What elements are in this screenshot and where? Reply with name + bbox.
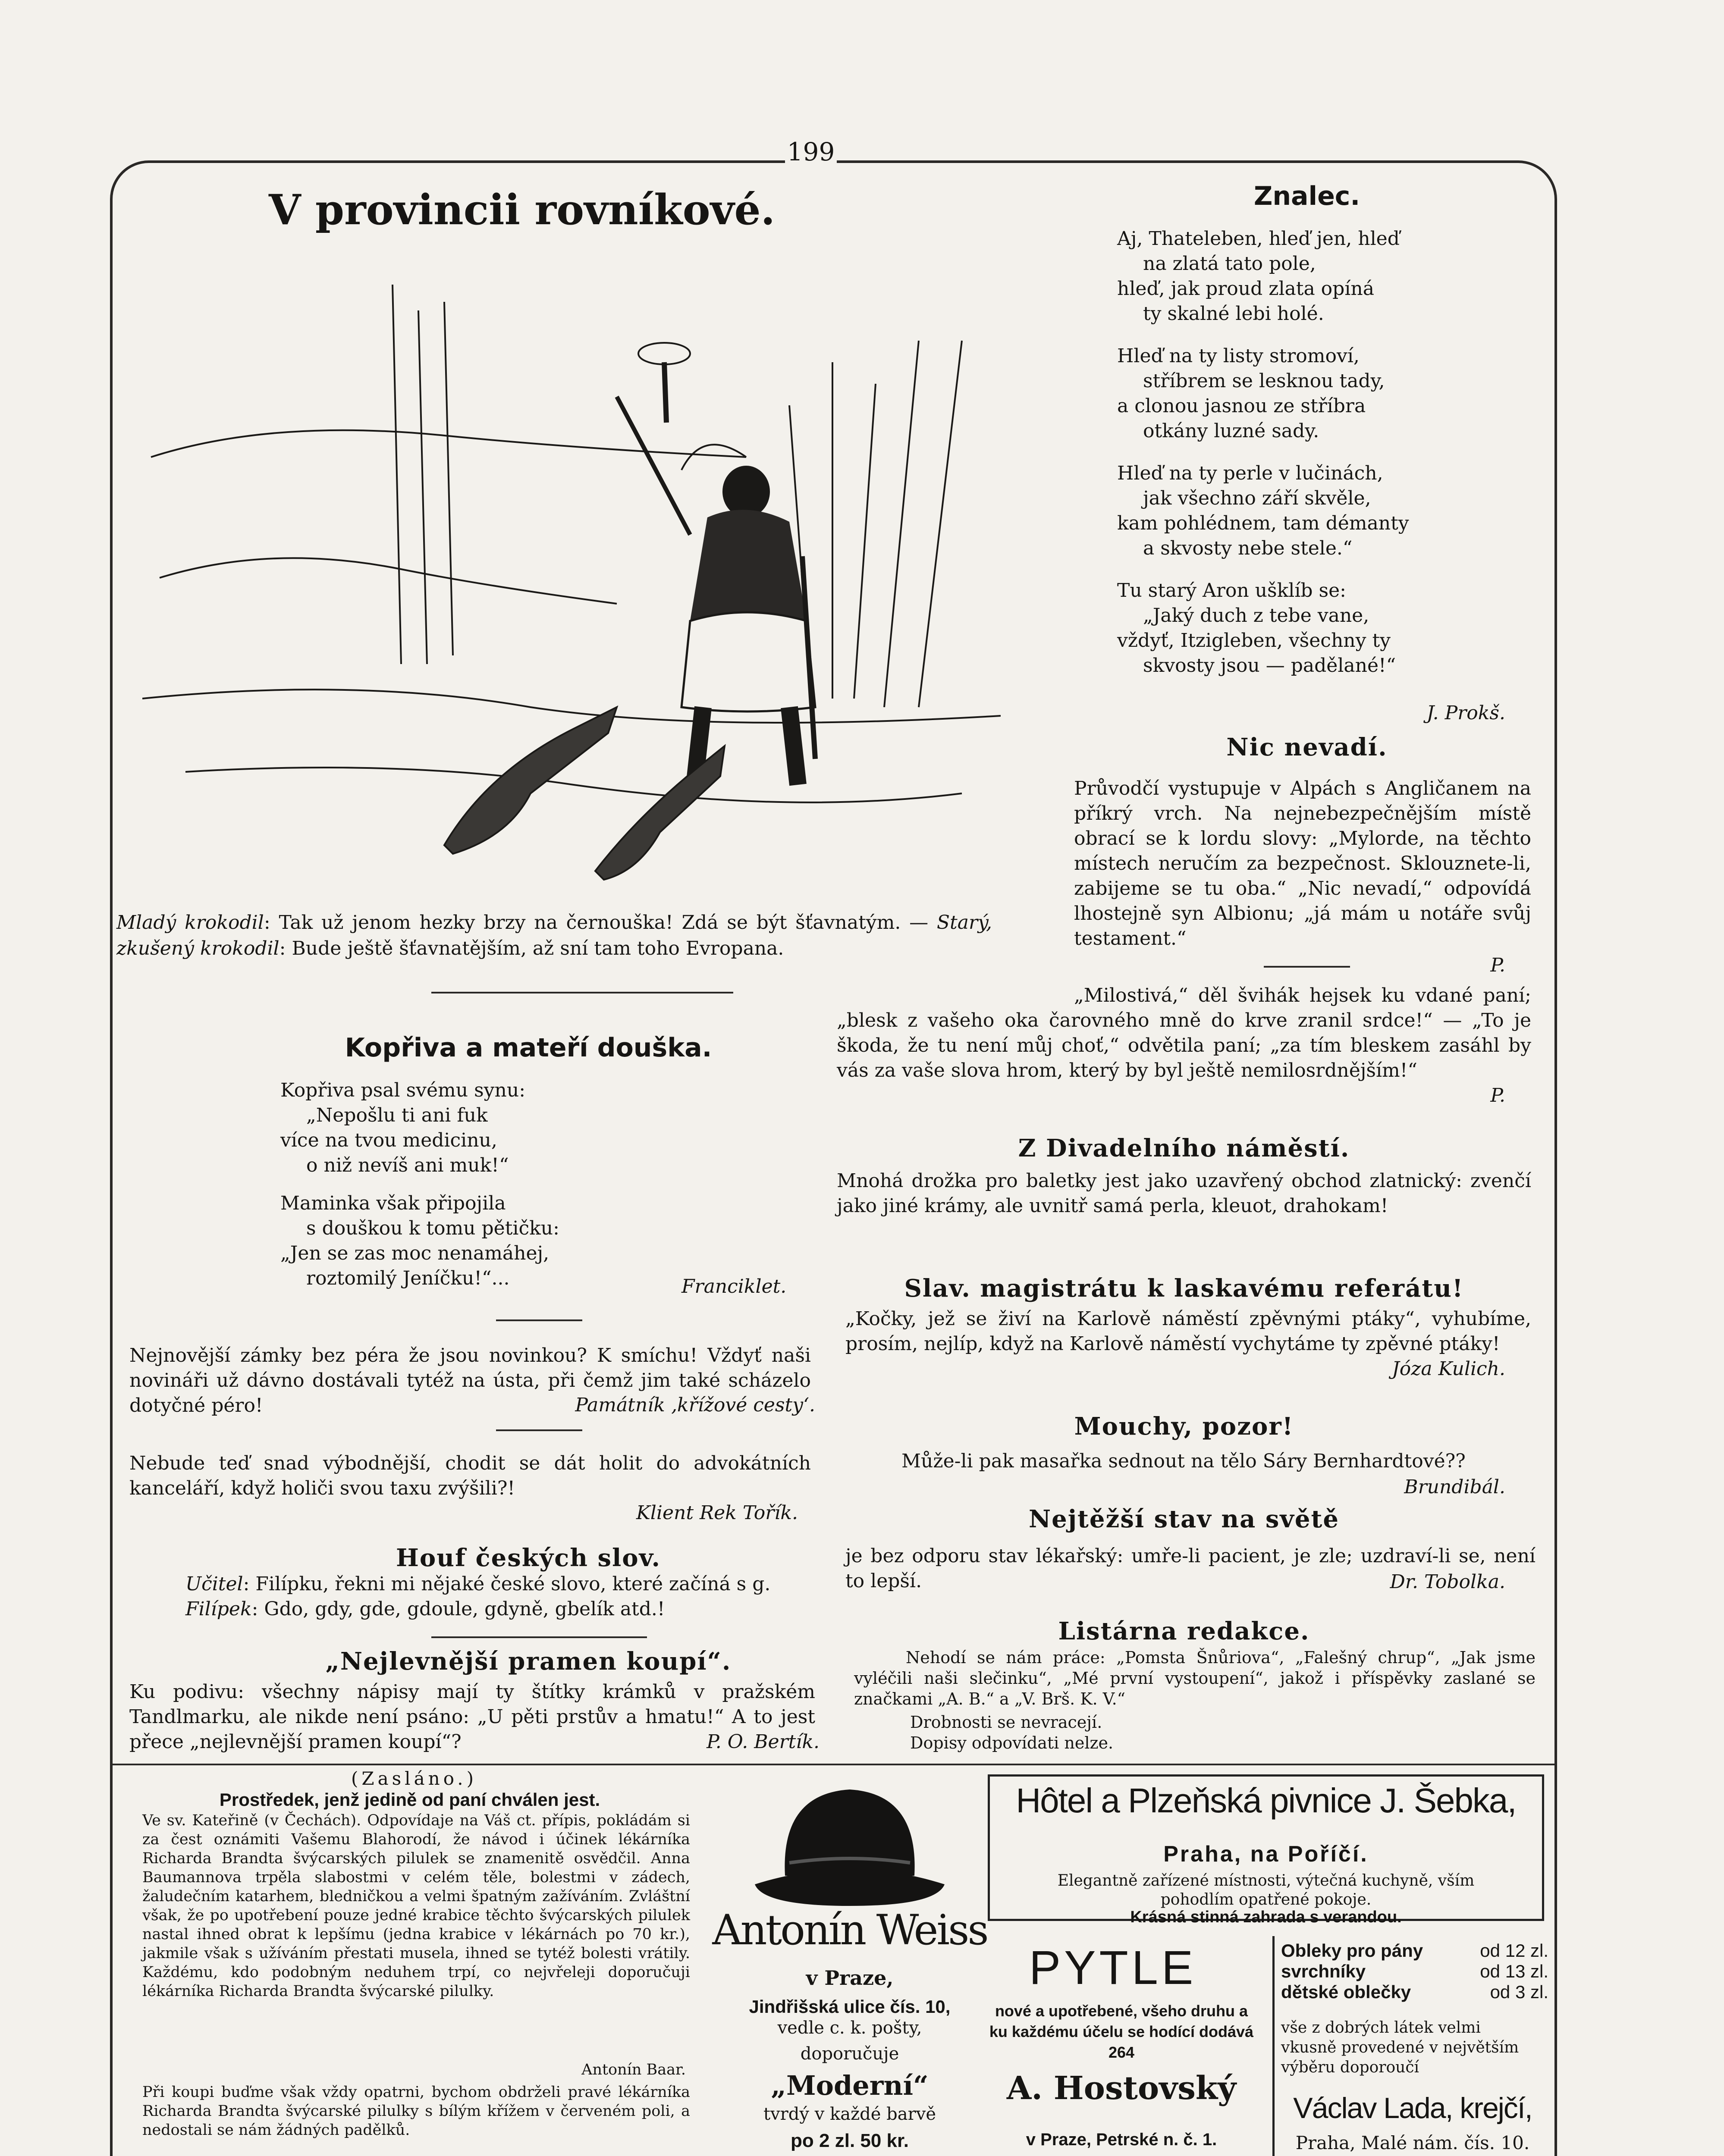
lada-row3-price: od 3 zl. [1490,1982,1548,2002]
lada-row1-price: od 12 zl. [1480,1940,1548,1961]
slav-text: „Kočky, jež se živí na Karlově náměstí zpěvnými ptáky“, vyhubíme, prosím, nejlíp, když na Karlově náměstí vychytáme ty zpěvné ptáky! [845,1308,1531,1355]
section-divider [431,992,733,993]
teacher-label: Učitel [185,1573,243,1595]
poem-line: Kopřiva psal svému synu: [280,1079,526,1101]
pytle-title: PYTLE [1029,1941,1197,1994]
zamky-signature: Památník ‚křížové cesty‘. [575,1394,815,1416]
brandt-signature: Antonín Baar. [581,2061,686,2078]
brandt-text: Ve sv. Kateřině (v Čechách). Odpovídaje na Váš ct. přípis, pokládám si za čest oznámiti Vašemu Blahorodí, že návod i účinek lékárníka Richarda Brandta švýcarských pilulek se znamenitě osvědčil. Anna Baumannova trpěla slabostmi v celém těle, bolestmi v zádech, žaludečním katarhem, bledničkou a velmi špatným zažíváním. Zvláštní však, že po upotřebení pouze jedné krabice těchto švýcarských pilulek nastal ihned obrat k lepšímu (jedna krabice v lékárnách po 70 kr.), jakmile však s užíváním přestati musela, ihned se tytéž bolesti vrátily. Každému, kdo podobným neduhem trpí, co nejvřeleji doporučuji lékárníka Richarda Brandta švýcarské pilulky. [142,1812,690,2000]
pramen-text: Ku podivu: všechny nápisy mají ty štítky krámků v pražském Tandlmarku, ale nikde není psáno: „U pěti prstův a hmatu!“ A to jest přece „nejlevnější pramen koupí“? [129,1681,815,1753]
poem-line: Tu starý Aron ušklíb se: [1117,580,1346,602]
lada-address: Praha, Malé nám. čís. 10. [1295,2132,1530,2153]
divadlo-title: Z Divadelního náměstí. [1018,1134,1350,1163]
nejtezsi-title: Nejtěžší stav na světě [1028,1505,1340,1533]
lada-row3 [1281,1982,1548,2002]
poem-line: „Nepošlu ti ani fuk [306,1104,488,1126]
teacher-line: : Filípku, řekni mi nějaké české slovo, které začíná s g. [243,1573,771,1595]
milostiva-text: „Milostivá,“ děl švihák hejsek ku vdané paní; „blesk z vašeho oka čarovného mně do krve zranil srdce!“ — „To je škoda, že tu není můj choť,“ odvětila paní; „za tím bleskem zasáhl by vás za vaše slova hrom, který by byl ještě nemilosrdnějším!“ [837,984,1531,1081]
lada-row1 [1281,1940,1548,1961]
poem-line: „Jaký duch z tebe vane, [1143,605,1369,627]
houf-title: Houf českých slov. [396,1544,661,1572]
weiss-price: po 2 zl. 50 kr. [791,2130,909,2151]
weiss-model: „Moderní“ [771,2070,929,2101]
illustration-caption [116,910,992,962]
pramen-signature: P. O. Bertík. [707,1731,820,1753]
kopriva-signature: Franciklet. [681,1275,787,1297]
nic-nevadi-signature: P. [1490,954,1505,976]
nejtezsi-signature: Dr. Tobolka. [1390,1571,1505,1593]
brandt-warning: Při koupi buďme však vždy opatrni, bychom obdrželi pravé lékárníka Richarda Brandta švýcarské pilulky s bílým křížem v červeném poli, a nedostali se nám žádných padělků. [142,2084,690,2139]
caption-line-2: : Bude ještě šťavnatějším, až sní tam toho Evropana. [279,937,784,959]
mouchy-signature: Brundibál. [1404,1476,1505,1498]
znalec-signature: J. Prokš. [1426,702,1505,724]
caption-line-1: : Tak už jenom hezky brzy na černouška! Zdá se být šťavnatým. — [264,912,937,934]
poem-line: Maminka však připojila [280,1192,506,1214]
pytle-address: v Praze, Petrské n. č. 1. [1026,2130,1217,2149]
poem-line: stříbrem se lesknou tady, [1143,370,1385,392]
hotel-garden: Krásná stinná zahrada s verandou. [1130,1908,1402,1926]
lada-description: vše z dobrých látek velmi vkusně provedené v největším výběru doporoučí [1281,2019,1519,2076]
weiss-city: v Praze, [806,1966,894,1990]
section-divider [496,1429,582,1431]
poem-line: Hleď na ty perle v lučinách, [1117,462,1383,484]
illustration-title: V provincii rovníkové. [269,185,775,234]
poem-line: kam pohlédnem, tam démanty [1117,512,1409,534]
milostiva-signature: P. [1490,1084,1505,1106]
brandt-title: Prostředek, jenž jedině od paní chválen jest. [219,1789,600,1810]
lada-name: Václav Lada, krejčí, [1293,2092,1532,2125]
pupil-label: Filípek [185,1598,252,1620]
poem-line: více na tvou medicinu, [280,1129,497,1151]
bowler-hat-icon [746,1777,953,1915]
nic-nevadi-text: Průvodčí vystupuje v Alpách s Angličanem na příkrý vrch. Na nejnebezpečnějším místě obrací se k lordu slovy: „Mylorde, na těchto místech neručím za bezpečnost. Sklouznete-li, zabijeme se tu oba.“ „Nic nevadí,“ odpovídá lhostejně syn Albionu; „já mám u notáře svůj testament.“ [1074,777,1531,950]
kopriva-poem [280,1078,755,1291]
poem-line: ty skalné lebi holé. [1143,303,1324,325]
pytle-name: A. Hostovský [1006,2070,1237,2107]
slav-signature: Józa Kulich. [1392,1358,1505,1380]
listarna-note-1: Drobnosti se nevracejí. [910,1713,1102,1732]
nejtezsi-text: je bez odporu stav lékařský: umře-li pacient, je zle; uzdraví-li se, není to lepší. [845,1545,1536,1592]
lada-row2-price: od 13 zl. [1480,1961,1548,1981]
weiss-street: Jindřišská ulice čís. 10, [749,1996,951,2017]
holici-text: Nebude teď snad výbodnější, chodit se dát holit do advokátních kanceláří, když holiči svou taxu zvýšili?! [129,1452,811,1499]
kopriva-title: Kopřiva a mateří douška. [345,1033,712,1063]
lada-row3-label: dětské oblečky [1281,1982,1411,2002]
hotel-location: Praha, na Poříčí. [1163,1842,1369,1867]
listarna-text: Nehodí se nám práce: „Pomsta Šnůriova“, „Falešný chrup“, „Jak jsme vyléčili naši slečinku“, „Mé první vystoupení“, jakož i příspěvky zaslané se značkami „A. B.“ a „V. Brš. K. V.“ [854,1648,1536,1708]
znalec-poem [1117,226,1548,678]
section-divider [1264,966,1350,968]
zaslano-label: (Zasláno.) [351,1768,477,1789]
weiss-near: vedle c. k. pošty, [777,2018,922,2038]
section-divider [496,1319,582,1321]
divadlo-text: Mnohá drožka pro baletky jest jako uzavřený obchod zlatnický: zvenčí jako jiné krámy, ale uvnitř samá perla, kleuot, drahokam! [837,1170,1531,1217]
poem-line: otkány luzné sady. [1143,420,1319,442]
mouchy-title: Mouchy, pozor! [1074,1412,1294,1441]
poem-line: o niž nevíš ani muk!“ [306,1154,509,1176]
poem-line: Aj, Thateleben, hleď jen, hleď [1117,228,1400,250]
ads-top-rule [110,1764,1557,1765]
pytle-description: nové a upotřebené, všeho druhu a ku každému účelu se hodící dodává 264 [989,2002,1254,2061]
lada-row2 [1281,1961,1548,1982]
pupil-line: : Gdo, gdy, gde, gdoule, gdyně, gbelík atd.! [251,1598,665,1620]
poem-line: Hleď na ty listy stromoví, [1117,345,1360,367]
mouchy-text: Může-li pak masařka sednout na tělo Sáry Bernhardtové?? [901,1450,1466,1472]
poem-line: vždyť, Itzigleben, všechny ty [1117,630,1391,652]
hotel-description: Elegantně zařízené místnosti, výtečná kuchyně, vším pohodlím opatřené pokoje. [1057,1872,1475,1908]
page-number: 199 [785,137,837,166]
listarna-note-2: Dopisy odpovídati nelze. [910,1733,1114,1752]
poem-line: hleď, jak proud zlata opíná [1117,278,1374,300]
caption-speaker-1: Mladý krokodil [116,912,264,934]
weiss-colors: tvrdý v každé barvě [763,2104,936,2124]
weiss-recommends: doporučuje [800,2044,899,2064]
holici-signature: Klient Rek Tořík. [636,1502,798,1524]
slav-title: Slav. magistrátu k laskavému referátu! [904,1274,1464,1303]
hotel-title: Hôtel a Plzeňská pivnice J. Šebka, [1016,1781,1516,1820]
pramen-title: „Nejlevnější pramen koupí“. [325,1647,732,1676]
poem-line: roztomilý Jeníčku!“... [306,1267,510,1289]
poem-line: a clonou jasnou ze stříbra [1117,395,1366,417]
crocodile-illustration [142,276,1001,910]
poem-line: „Jen se zas moc nenamáhej, [280,1242,550,1264]
weiss-name: Antonín Weiss [712,1906,987,1954]
poem-line: jak všechno září skvěle, [1143,487,1371,509]
nic-nevadi-title: Nic nevadí. [1226,733,1388,761]
section-divider [431,1636,647,1638]
poem-line: na zlatá tato pole, [1143,253,1316,275]
poem-line: skvosty jsou — padělané!“ [1143,655,1396,677]
listarna-title: Listárna redakce. [1058,1617,1310,1645]
lada-row2-label: svrchníky [1281,1961,1366,1981]
poem-line: a skvosty nebe stele.“ [1143,537,1353,559]
znalec-title: Znalec. [1253,181,1360,211]
houf-dialogue [185,1572,919,1622]
lada-row1-label: Obleky pro pány [1281,1940,1423,1961]
zamky-text: Nejnovější zámky bez péra že jsou novinkou? K smíchu! Vždyť naši novináři už dávno dostávali tytéž na ústa, při čemž jim také scházelo dotyčné péro! [129,1344,811,1416]
poem-line: s douškou k tomu pětičku: [306,1217,559,1239]
caption-speaker-2: Starý, zkušený krokodil [116,912,992,959]
